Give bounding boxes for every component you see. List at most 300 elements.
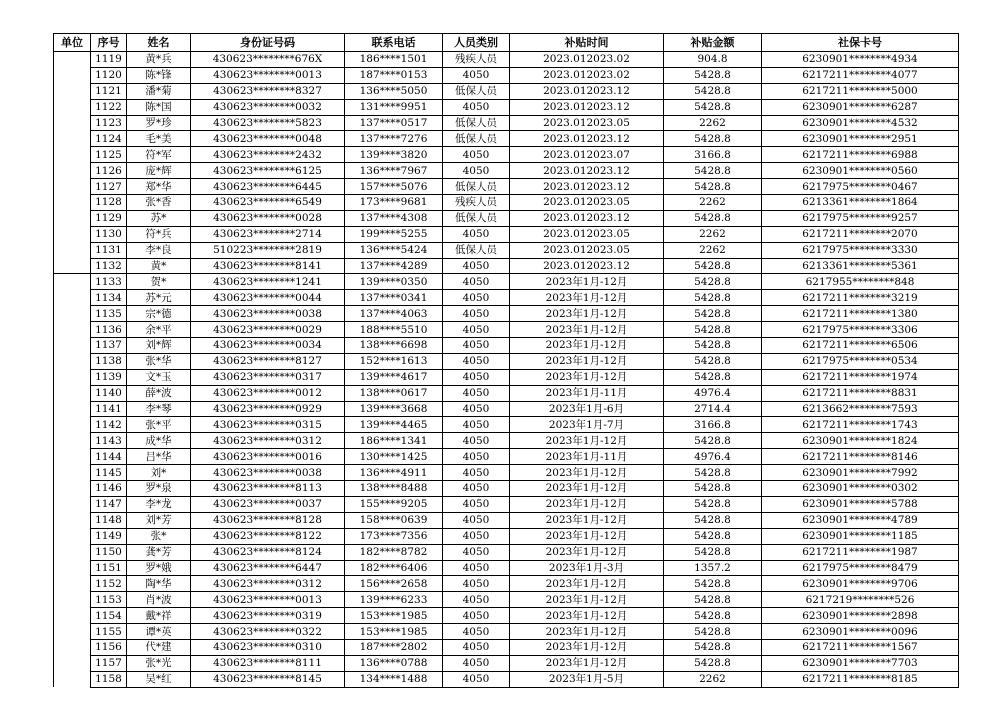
cell-name: 宗*德 bbox=[127, 306, 191, 322]
table-row bbox=[54, 226, 959, 242]
table-body bbox=[54, 52, 959, 688]
cell-seq: 1141 bbox=[91, 401, 127, 417]
cell-subsidy-amount: 2262 bbox=[664, 242, 762, 258]
cell-name: 成*华 bbox=[127, 433, 191, 449]
cell-seq: 1126 bbox=[91, 163, 127, 179]
cell-category: 4050 bbox=[443, 576, 510, 592]
cell-id-number: 430623********0322 bbox=[191, 624, 345, 640]
cell-subsidy-period: 2023.012023.05 bbox=[510, 226, 664, 242]
header-subsidy-period: 补贴时间 bbox=[510, 34, 664, 52]
cell-name: 张*光 bbox=[127, 655, 191, 671]
cell-subsidy-amount: 5428.8 bbox=[664, 655, 762, 671]
unit-cell bbox=[54, 401, 91, 417]
cell-phone: 137****0517 bbox=[345, 115, 443, 131]
unit-cell bbox=[54, 592, 91, 608]
cell-category: 4050 bbox=[443, 481, 510, 497]
header-subsidy-amount: 补贴金额 bbox=[664, 34, 762, 52]
header-id-number: 身份证号码 bbox=[191, 34, 345, 52]
cell-name: 陈*锋 bbox=[127, 67, 191, 83]
cell-subsidy-period: 2023年1月-12月 bbox=[510, 306, 664, 322]
cell-subsidy-period: 2023.012023.05 bbox=[510, 195, 664, 211]
cell-subsidy-period: 2023年1月-12月 bbox=[510, 624, 664, 640]
cell-seq: 1149 bbox=[91, 528, 127, 544]
table-row bbox=[54, 338, 959, 354]
cell-seq: 1151 bbox=[91, 560, 127, 576]
unit-cell bbox=[54, 481, 91, 497]
cell-id-number: 510223********2819 bbox=[191, 242, 345, 258]
cell-category: 4050 bbox=[443, 385, 510, 401]
cell-subsidy-period: 2023年1月-11月 bbox=[510, 449, 664, 465]
cell-phone: 186****1501 bbox=[345, 52, 443, 68]
cell-subsidy-period: 2023.012023.12 bbox=[510, 99, 664, 115]
unit-cell bbox=[54, 528, 91, 544]
cell-id-number: 430623********8127 bbox=[191, 353, 345, 369]
cell-phone: 187****2802 bbox=[345, 639, 443, 655]
cell-seq: 1138 bbox=[91, 353, 127, 369]
cell-seq: 1139 bbox=[91, 369, 127, 385]
cell-subsidy-period: 2023年1月-12月 bbox=[510, 592, 664, 608]
unit-cell bbox=[54, 465, 91, 481]
unit-cell bbox=[54, 338, 91, 354]
cell-subsidy-amount: 5428.8 bbox=[664, 465, 762, 481]
unit-cell bbox=[54, 544, 91, 560]
cell-name: 张* bbox=[127, 528, 191, 544]
cell-name: 李*良 bbox=[127, 242, 191, 258]
cell-seq: 1158 bbox=[91, 671, 127, 687]
cell-seq: 1132 bbox=[91, 258, 127, 274]
cell-seq: 1148 bbox=[91, 512, 127, 528]
cell-subsidy-period: 2023.012023.12 bbox=[510, 179, 664, 195]
cell-seq: 1129 bbox=[91, 210, 127, 226]
cell-name: 庞*辉 bbox=[127, 163, 191, 179]
cell-category: 4050 bbox=[443, 322, 510, 338]
cell-subsidy-amount: 5428.8 bbox=[664, 576, 762, 592]
cell-id-number: 430623********8145 bbox=[191, 671, 345, 687]
cell-subsidy-period: 2023.012023.12 bbox=[510, 258, 664, 274]
cell-category: 4050 bbox=[443, 544, 510, 560]
cell-phone: 153****1985 bbox=[345, 624, 443, 640]
header-unit: 单位 bbox=[54, 34, 91, 52]
cell-subsidy-amount: 2262 bbox=[664, 226, 762, 242]
table-row bbox=[54, 624, 959, 640]
cell-name: 张*香 bbox=[127, 195, 191, 211]
cell-seq: 1135 bbox=[91, 306, 127, 322]
cell-subsidy-amount: 904.8 bbox=[664, 52, 762, 68]
cell-phone: 153****1985 bbox=[345, 608, 443, 624]
cell-seq: 1120 bbox=[91, 67, 127, 83]
cell-subsidy-amount: 2262 bbox=[664, 195, 762, 211]
cell-name: 张*平 bbox=[127, 417, 191, 433]
cell-subsidy-period: 2023年1月-5月 bbox=[510, 671, 664, 687]
cell-id-number: 430623********0310 bbox=[191, 639, 345, 655]
cell-social-card: 6217211********1987 bbox=[762, 544, 959, 560]
cell-name: 罗*娥 bbox=[127, 560, 191, 576]
unit-cell bbox=[54, 52, 91, 68]
cell-id-number: 430623********8327 bbox=[191, 83, 345, 99]
cell-seq: 1146 bbox=[91, 481, 127, 497]
cell-name: 刘*芳 bbox=[127, 512, 191, 528]
table-row bbox=[54, 67, 959, 83]
cell-phone: 152****1613 bbox=[345, 353, 443, 369]
cell-name: 李*琴 bbox=[127, 401, 191, 417]
cell-category: 低保人员 bbox=[443, 210, 510, 226]
cell-name: 黄* bbox=[127, 258, 191, 274]
cell-category: 4050 bbox=[443, 449, 510, 465]
cell-seq: 1133 bbox=[91, 274, 127, 290]
cell-subsidy-period: 2023年1月-12月 bbox=[510, 496, 664, 512]
unit-cell bbox=[54, 624, 91, 640]
cell-subsidy-amount: 5428.8 bbox=[664, 274, 762, 290]
cell-category: 残疾人员 bbox=[443, 195, 510, 211]
cell-id-number: 430623********0929 bbox=[191, 401, 345, 417]
cell-subsidy-amount: 5428.8 bbox=[664, 258, 762, 274]
cell-phone: 136****4911 bbox=[345, 465, 443, 481]
header-row bbox=[54, 34, 959, 52]
cell-social-card: 6230901********1824 bbox=[762, 433, 959, 449]
table-row bbox=[54, 290, 959, 306]
table-row bbox=[54, 481, 959, 497]
cell-subsidy-amount: 2262 bbox=[664, 671, 762, 687]
cell-seq: 1136 bbox=[91, 322, 127, 338]
cell-id-number: 430623********8122 bbox=[191, 528, 345, 544]
cell-name: 代*建 bbox=[127, 639, 191, 655]
cell-subsidy-period: 2023年1月-12月 bbox=[510, 639, 664, 655]
cell-social-card: 6217211********2070 bbox=[762, 226, 959, 242]
cell-social-card: 6217211********6988 bbox=[762, 147, 959, 163]
cell-name: 吕*华 bbox=[127, 449, 191, 465]
table-row bbox=[54, 274, 959, 290]
cell-subsidy-period: 2023.012023.12 bbox=[510, 163, 664, 179]
unit-cell bbox=[54, 385, 91, 401]
cell-phone: 138****0617 bbox=[345, 385, 443, 401]
cell-id-number: 430623********0048 bbox=[191, 131, 345, 147]
cell-phone: 186****1341 bbox=[345, 433, 443, 449]
cell-social-card: 6213662********7593 bbox=[762, 401, 959, 417]
cell-id-number: 430623********8141 bbox=[191, 258, 345, 274]
cell-id-number: 430623********676X bbox=[191, 52, 345, 68]
unit-cell bbox=[54, 258, 91, 274]
cell-phone: 139****4465 bbox=[345, 417, 443, 433]
unit-cell bbox=[54, 242, 91, 258]
cell-seq: 1123 bbox=[91, 115, 127, 131]
table-row bbox=[54, 560, 959, 576]
cell-social-card: 6230901********1185 bbox=[762, 528, 959, 544]
cell-social-card: 6230901********0302 bbox=[762, 481, 959, 497]
cell-phone: 139****0350 bbox=[345, 274, 443, 290]
cell-phone: 137****4308 bbox=[345, 210, 443, 226]
cell-id-number: 430623********0037 bbox=[191, 496, 345, 512]
cell-social-card: 6230901********4532 bbox=[762, 115, 959, 131]
table-row bbox=[54, 385, 959, 401]
cell-social-card: 6230901********9706 bbox=[762, 576, 959, 592]
cell-seq: 1155 bbox=[91, 624, 127, 640]
cell-category: 4050 bbox=[443, 369, 510, 385]
cell-seq: 1134 bbox=[91, 290, 127, 306]
cell-social-card: 6217975********0534 bbox=[762, 353, 959, 369]
table-row bbox=[54, 242, 959, 258]
cell-category: 4050 bbox=[443, 147, 510, 163]
cell-seq: 1131 bbox=[91, 242, 127, 258]
header-seq: 序号 bbox=[91, 34, 127, 52]
cell-id-number: 430623********2714 bbox=[191, 226, 345, 242]
cell-category: 4050 bbox=[443, 624, 510, 640]
unit-cell bbox=[54, 226, 91, 242]
cell-phone: 139****4617 bbox=[345, 369, 443, 385]
cell-id-number: 430623********0016 bbox=[191, 449, 345, 465]
cell-id-number: 430623********0029 bbox=[191, 322, 345, 338]
cell-phone: 188****5510 bbox=[345, 322, 443, 338]
unit-cell bbox=[54, 449, 91, 465]
cell-subsidy-amount: 5428.8 bbox=[664, 210, 762, 226]
cell-category: 4050 bbox=[443, 353, 510, 369]
cell-subsidy-amount: 5428.8 bbox=[664, 131, 762, 147]
cell-social-card: 6217975********3306 bbox=[762, 322, 959, 338]
cell-seq: 1154 bbox=[91, 608, 127, 624]
cell-seq: 1143 bbox=[91, 433, 127, 449]
cell-subsidy-amount: 5428.8 bbox=[664, 163, 762, 179]
cell-seq: 1153 bbox=[91, 592, 127, 608]
cell-seq: 1127 bbox=[91, 179, 127, 195]
cell-phone: 137****4289 bbox=[345, 258, 443, 274]
unit-cell bbox=[54, 210, 91, 226]
cell-subsidy-period: 2023.012023.02 bbox=[510, 67, 664, 83]
cell-category: 4050 bbox=[443, 528, 510, 544]
cell-subsidy-period: 2023.012023.12 bbox=[510, 210, 664, 226]
cell-category: 4050 bbox=[443, 258, 510, 274]
cell-subsidy-period: 2023年1月-12月 bbox=[510, 544, 664, 560]
table-row bbox=[54, 179, 959, 195]
cell-phone: 156****2658 bbox=[345, 576, 443, 592]
cell-category: 4050 bbox=[443, 290, 510, 306]
cell-phone: 136****5424 bbox=[345, 242, 443, 258]
table-row bbox=[54, 306, 959, 322]
cell-seq: 1119 bbox=[91, 52, 127, 68]
cell-subsidy-amount: 4976.4 bbox=[664, 449, 762, 465]
cell-name: 贺* bbox=[127, 274, 191, 290]
cell-subsidy-amount: 5428.8 bbox=[664, 496, 762, 512]
cell-social-card: 6230901********4789 bbox=[762, 512, 959, 528]
table-row bbox=[54, 369, 959, 385]
unit-cell bbox=[54, 306, 91, 322]
unit-cell bbox=[54, 512, 91, 528]
cell-name: 郑*华 bbox=[127, 179, 191, 195]
cell-seq: 1137 bbox=[91, 338, 127, 354]
cell-social-card: 6230901********2898 bbox=[762, 608, 959, 624]
unit-cell bbox=[54, 83, 91, 99]
table-row bbox=[54, 115, 959, 131]
cell-category: 低保人员 bbox=[443, 242, 510, 258]
cell-phone: 131****9951 bbox=[345, 99, 443, 115]
cell-seq: 1156 bbox=[91, 639, 127, 655]
unit-cell bbox=[54, 608, 91, 624]
cell-name: 黄*兵 bbox=[127, 52, 191, 68]
cell-name: 张*华 bbox=[127, 353, 191, 369]
unit-cell bbox=[54, 560, 91, 576]
cell-category: 低保人员 bbox=[443, 115, 510, 131]
cell-name: 潘*菊 bbox=[127, 83, 191, 99]
unit-cell bbox=[54, 195, 91, 211]
cell-phone: 157****5076 bbox=[345, 179, 443, 195]
cell-phone: 139****6233 bbox=[345, 592, 443, 608]
cell-category: 4050 bbox=[443, 639, 510, 655]
cell-social-card: 6230901********2951 bbox=[762, 131, 959, 147]
cell-subsidy-amount: 5428.8 bbox=[664, 67, 762, 83]
cell-phone: 199****5255 bbox=[345, 226, 443, 242]
unit-cell bbox=[54, 99, 91, 115]
cell-seq: 1121 bbox=[91, 83, 127, 99]
cell-id-number: 430623********8124 bbox=[191, 544, 345, 560]
cell-social-card: 6217211********8185 bbox=[762, 671, 959, 687]
cell-subsidy-amount: 5428.8 bbox=[664, 99, 762, 115]
cell-subsidy-amount: 5428.8 bbox=[664, 512, 762, 528]
table-row bbox=[54, 401, 959, 417]
cell-id-number: 430623********0012 bbox=[191, 385, 345, 401]
table-row bbox=[54, 353, 959, 369]
cell-category: 低保人员 bbox=[443, 131, 510, 147]
cell-subsidy-period: 2023.012023.12 bbox=[510, 131, 664, 147]
cell-name: 文*玉 bbox=[127, 369, 191, 385]
cell-seq: 1130 bbox=[91, 226, 127, 242]
cell-id-number: 430623********8111 bbox=[191, 655, 345, 671]
cell-phone: 155****9205 bbox=[345, 496, 443, 512]
cell-name: 刘*辉 bbox=[127, 338, 191, 354]
cell-id-number: 430623********0317 bbox=[191, 369, 345, 385]
cell-social-card: 6217211********1380 bbox=[762, 306, 959, 322]
table-row bbox=[54, 496, 959, 512]
table-row bbox=[54, 671, 959, 687]
cell-social-card: 6230901********0560 bbox=[762, 163, 959, 179]
unit-cell bbox=[54, 67, 91, 83]
cell-seq: 1150 bbox=[91, 544, 127, 560]
cell-social-card: 6217211********4077 bbox=[762, 67, 959, 83]
cell-phone: 137****4063 bbox=[345, 306, 443, 322]
cell-social-card: 6230901********7992 bbox=[762, 465, 959, 481]
cell-name: 薛*波 bbox=[127, 385, 191, 401]
cell-subsidy-period: 2023年1月-3月 bbox=[510, 560, 664, 576]
cell-id-number: 430623********6447 bbox=[191, 560, 345, 576]
cell-id-number: 430623********0038 bbox=[191, 306, 345, 322]
cell-name: 符*军 bbox=[127, 147, 191, 163]
cell-seq: 1152 bbox=[91, 576, 127, 592]
cell-phone: 139****3820 bbox=[345, 147, 443, 163]
cell-social-card: 6217975********8479 bbox=[762, 560, 959, 576]
cell-subsidy-amount: 5428.8 bbox=[664, 369, 762, 385]
cell-subsidy-period: 2023年1月-12月 bbox=[510, 369, 664, 385]
cell-phone: 138****8488 bbox=[345, 481, 443, 497]
unit-cell bbox=[54, 576, 91, 592]
cell-name: 陶*华 bbox=[127, 576, 191, 592]
cell-phone: 173****9681 bbox=[345, 195, 443, 211]
cell-subsidy-period: 2023年1月-12月 bbox=[510, 481, 664, 497]
cell-subsidy-amount: 5428.8 bbox=[664, 528, 762, 544]
cell-subsidy-amount: 5428.8 bbox=[664, 433, 762, 449]
cell-id-number: 430623********0038 bbox=[191, 465, 345, 481]
cell-subsidy-amount: 1357.2 bbox=[664, 560, 762, 576]
cell-category: 4050 bbox=[443, 99, 510, 115]
cell-subsidy-period: 2023年1月-11月 bbox=[510, 385, 664, 401]
cell-subsidy-amount: 5428.8 bbox=[664, 306, 762, 322]
cell-subsidy-amount: 2714.4 bbox=[664, 401, 762, 417]
cell-social-card: 6230901********7703 bbox=[762, 655, 959, 671]
cell-phone: 138****6698 bbox=[345, 338, 443, 354]
cell-id-number: 430623********6445 bbox=[191, 179, 345, 195]
cell-seq: 1157 bbox=[91, 655, 127, 671]
cell-name: 戴*祥 bbox=[127, 608, 191, 624]
cell-subsidy-amount: 4976.4 bbox=[664, 385, 762, 401]
cell-seq: 1142 bbox=[91, 417, 127, 433]
cell-seq: 1122 bbox=[91, 99, 127, 115]
header-social-card: 社保卡号 bbox=[762, 34, 959, 52]
cell-social-card: 6217211********1974 bbox=[762, 369, 959, 385]
cell-phone: 136****0788 bbox=[345, 655, 443, 671]
cell-social-card: 6217211********1567 bbox=[762, 639, 959, 655]
cell-category: 残疾人员 bbox=[443, 52, 510, 68]
table-row bbox=[54, 608, 959, 624]
cell-social-card: 6217975********0467 bbox=[762, 179, 959, 195]
cell-subsidy-period: 2023年1月-12月 bbox=[510, 322, 664, 338]
unit-cell bbox=[54, 496, 91, 512]
cell-id-number: 430623********0315 bbox=[191, 417, 345, 433]
unit-cell bbox=[54, 115, 91, 131]
cell-category: 低保人员 bbox=[443, 83, 510, 99]
cell-phone: 137****0341 bbox=[345, 290, 443, 306]
cell-social-card: 6217975********3330 bbox=[762, 242, 959, 258]
cell-subsidy-amount: 5428.8 bbox=[664, 290, 762, 306]
cell-social-card: 6217975********9257 bbox=[762, 210, 959, 226]
cell-category: 低保人员 bbox=[443, 179, 510, 195]
cell-name: 龚*芳 bbox=[127, 544, 191, 560]
cell-id-number: 430623********8128 bbox=[191, 512, 345, 528]
cell-social-card: 6230901********4934 bbox=[762, 52, 959, 68]
cell-category: 4050 bbox=[443, 671, 510, 687]
cell-id-number: 430623********0312 bbox=[191, 433, 345, 449]
cell-phone: 182****6406 bbox=[345, 560, 443, 576]
cell-subsidy-period: 2023年1月-12月 bbox=[510, 608, 664, 624]
cell-subsidy-amount: 5428.8 bbox=[664, 179, 762, 195]
unit-cell bbox=[54, 290, 91, 306]
table-row bbox=[54, 655, 959, 671]
cell-subsidy-amount: 5428.8 bbox=[664, 544, 762, 560]
cell-seq: 1124 bbox=[91, 131, 127, 147]
cell-social-card: 6217211********8146 bbox=[762, 449, 959, 465]
cell-category: 4050 bbox=[443, 592, 510, 608]
cell-social-card: 6217211********3219 bbox=[762, 290, 959, 306]
cell-seq: 1147 bbox=[91, 496, 127, 512]
table-row bbox=[54, 576, 959, 592]
cell-name: 罗*珍 bbox=[127, 115, 191, 131]
cell-category: 4050 bbox=[443, 274, 510, 290]
cell-seq: 1125 bbox=[91, 147, 127, 163]
cell-subsidy-period: 2023年1月-12月 bbox=[510, 353, 664, 369]
cell-id-number: 430623********6549 bbox=[191, 195, 345, 211]
cell-id-number: 430623********8113 bbox=[191, 481, 345, 497]
cell-category: 4050 bbox=[443, 67, 510, 83]
cell-seq: 1145 bbox=[91, 465, 127, 481]
cell-subsidy-amount: 5428.8 bbox=[664, 592, 762, 608]
unit-cell bbox=[54, 639, 91, 655]
cell-subsidy-period: 2023年1月-12月 bbox=[510, 576, 664, 592]
cell-phone: 139****3668 bbox=[345, 401, 443, 417]
table-row bbox=[54, 210, 959, 226]
cell-social-card: 6230901********5788 bbox=[762, 496, 959, 512]
cell-name: 毛*美 bbox=[127, 131, 191, 147]
cell-subsidy-period: 2023年1月-12月 bbox=[510, 465, 664, 481]
cell-category: 4050 bbox=[443, 465, 510, 481]
table-row bbox=[54, 147, 959, 163]
cell-subsidy-period: 2023年1月-12月 bbox=[510, 274, 664, 290]
cell-category: 4050 bbox=[443, 163, 510, 179]
cell-name: 罗*泉 bbox=[127, 481, 191, 497]
